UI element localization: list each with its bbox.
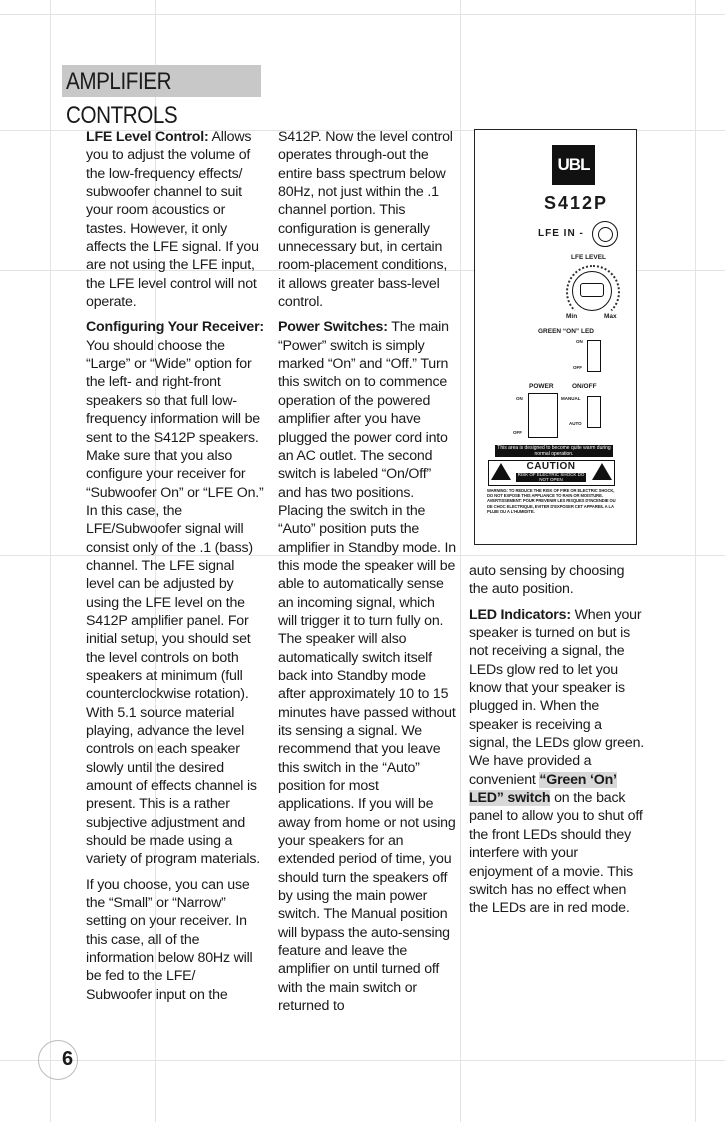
body-led-indicators-a: When your speaker is turned on but is not receiving a signal, the LEDs glow red to let you know that your speaker is plugged in. When the speaker is receiving a signal, the LEDs glow green. We have provided a convenient xyxy=(469,606,644,788)
body-level-control-continued: S412P. Now the level control operates through-out the entire bass spectrum below 80Hz, not just within the .1 channel portion. This configuration is generally unnecessary but, in certain room-placement conditions, it allows greater bass-level control. xyxy=(278,129,453,311)
body-power-switches: The main “Power” switch is simply marked “On” and “Off.” Turn this switch on to commence operation of the powered amplifier after you have plugged the power cord into an AC outlet. The second switch is labeled “On/Off” and has two positions. Placing the switch in the “Auto” position puts the amplifier in Standby mode. In this mode the speaker will be able to automatically sense an incoming signal, which will trigger it to turn fully on. The speaker will also automatically switch itself back into Standby mode after approximately 10 to 15 minutes have passed without its sensing a signal. We recommend that you leave this switch in the “Auto” position for most applications. If you will be away from home or not using your speakers for an extended period of time, you should turn the speakers off by using the main power switch. The Manual position will bypass the auto-sensing feature and leave the amplifier on until turned off with the main switch or returned to xyxy=(278,319,456,1015)
panel-power-label: POWER xyxy=(529,383,554,390)
green-led-switch-icon xyxy=(587,340,601,372)
lead-configuring-receiver: Configuring Your Receiver: xyxy=(86,319,264,336)
lfe-input-jack-icon xyxy=(592,221,618,247)
caution-subtitle: RISK OF ELECTRIC SHOCK DO NOT OPEN xyxy=(517,472,585,482)
text-column-1 xyxy=(86,128,264,1011)
page-number: 6 xyxy=(62,1048,74,1070)
body-led-indicators-b: on the back panel to allow you to shut off the front LEDs should they interfere with your enjoyment of a movie. This switch has no effect when the LEDs are in red mode. xyxy=(469,790,643,917)
grid-line xyxy=(695,0,696,1122)
panel-led-on-label: ON xyxy=(576,339,583,344)
lead-power-switches: Power Switches: xyxy=(278,319,388,336)
caution-title: CAUTION xyxy=(526,461,576,472)
green-on-led-switch-term: “Green ‘On’ LED” switch xyxy=(469,771,617,807)
text-column-2 xyxy=(278,128,456,1023)
paragraph-configuring-receiver xyxy=(86,318,264,868)
paragraph-level-control-continued xyxy=(278,128,456,311)
paragraph-lfe-level xyxy=(86,128,264,311)
warning-text: WARNING: TO REDUCE THE RISK OF FIRE OR ELECTRIC SHOCK, DO NOT EXPOSE THIS APPLIANCE TO RAIN OR MOISTURE. AVERTISSEMENT: POUR PREVENIR LES RISQUES D'INCENDIE OU DE CHOC ELECTRIQUE, EVITER D'EXPOSER CET APPAREIL A LA PLUIE OU A L'HUMIDITE. xyxy=(487,488,616,514)
panel-green-on-led-label: GREEN “ON” LED xyxy=(538,328,594,335)
panel-power-on-label: ON xyxy=(516,396,523,401)
panel-min-label: Min xyxy=(566,313,578,320)
panel-power-off-label: OFF xyxy=(513,430,522,435)
lfe-level-knob-icon xyxy=(572,271,612,311)
text-column-3 xyxy=(469,562,645,925)
body-lfe-level: Allows you to adjust the volume of the low-frequency effects/ subwoofer channel to suit your room acoustics or tastes. However, it only affects the LFE signal. If you are not using the LFE input, the LFE level control will not operate. xyxy=(86,129,259,311)
shock-triangle-icon xyxy=(592,463,612,480)
paragraph-power-switches xyxy=(278,318,456,1015)
paragraph-auto-sensing xyxy=(469,562,645,599)
page-heading-text: AMPLIFIER CONTROLS xyxy=(66,68,178,129)
lead-lfe-level: LFE Level Control: xyxy=(86,129,209,145)
body-small-narrow: If you choose, you can use the “Small” or “Narrow” setting on your receiver. In this case, all of the information below 80Hz will be fed to the LFE/ Subwoofer input on the xyxy=(86,876,253,1003)
page-heading xyxy=(62,65,261,129)
panel-led-off-label: OFF xyxy=(573,365,582,370)
paragraph-small-narrow xyxy=(86,876,264,1004)
jbl-logo: UBL xyxy=(552,145,595,185)
grid-line xyxy=(460,0,461,1122)
panel-lfe-level-label: LFE LEVEL xyxy=(571,254,607,261)
body-auto-sensing: auto sensing by choosing the auto position. xyxy=(469,563,625,598)
panel-max-label: Max xyxy=(604,313,617,320)
warning-triangle-icon xyxy=(491,463,511,480)
panel-lfe-in-label: LFE IN - xyxy=(538,228,584,239)
body-configuring-receiver: You should choose the “Large” or “Wide” option for the left- and right-front speakers so that full low-frequency information will be sent to the S412P speakers. Make sure that you also configure your receiver for “Subwoofer On” or “LFE On.” In this case, the LFE/Subwoofer signal will consist only of the .1 (bass) channel. The LFE signal level can be adjusted by using the LFE level on the S412P amplifier panel. For initial setup, you should set the level controls on both speakers at minimum (full counterclockwise rotation). With 5.1 source material playing, advance the level controls on each speaker slowly until the desired amount of effects channel is present. This is a rather subjective adjustment and should be made using a variety of program materials. xyxy=(86,337,264,868)
panel-auto-label: AUTO xyxy=(569,421,582,426)
panel-model: S412P xyxy=(543,193,609,213)
grid-line xyxy=(50,0,51,1122)
paragraph-led-indicators xyxy=(469,606,645,918)
panel-on-off-label: ON/OFF xyxy=(572,383,597,390)
panel-manual-label: MANUAL xyxy=(561,396,581,401)
grid-line xyxy=(0,14,725,15)
lead-led-indicators: LED Indicators: xyxy=(469,606,571,623)
on-off-switch-icon xyxy=(587,396,601,428)
power-switch-icon xyxy=(528,393,558,438)
heat-notice: This area is designed to become quite warm during normal operation. xyxy=(495,445,613,457)
grid-line xyxy=(0,1060,725,1061)
